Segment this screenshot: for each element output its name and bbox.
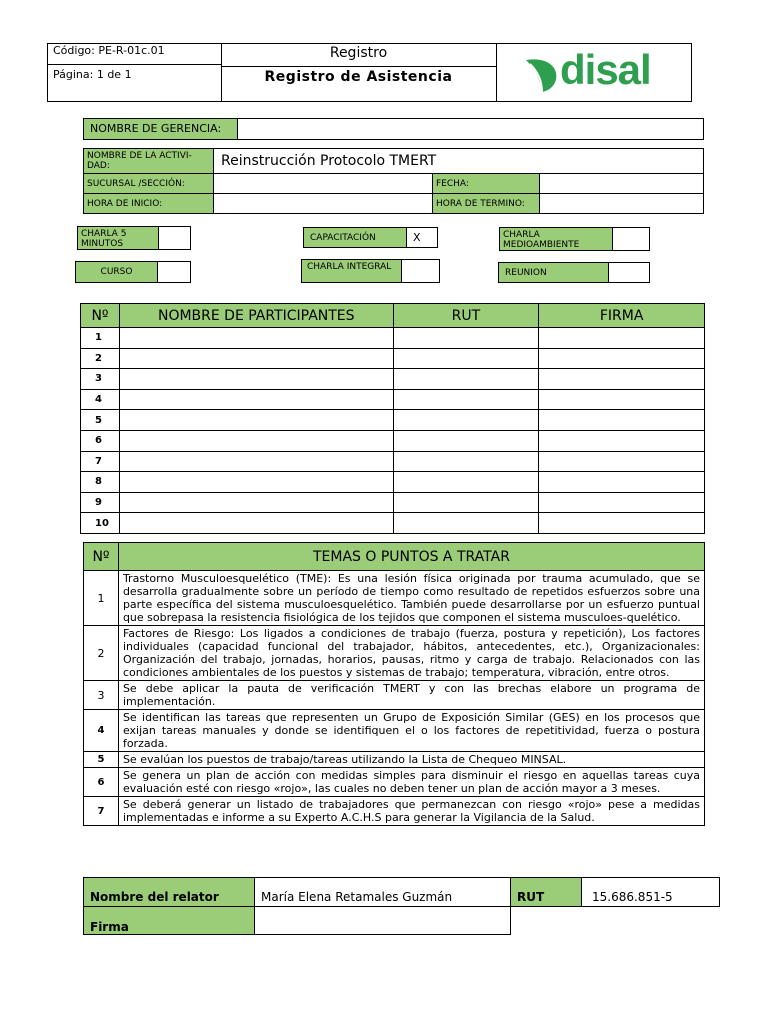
col-firma-header: FIRMA <box>539 304 705 328</box>
topic-text: Se deberá generar un listado de trabajadores que permanezcan con riesgo «rojo» pese a medidas implementadas e informe a su Experto A.C.H.S para generar la Vigilancia de la Salud. <box>118 797 704 826</box>
hora-inicio-label: HORA DE INICIO: <box>83 193 214 214</box>
participant-row <box>81 328 705 349</box>
leaf-icon <box>520 52 564 96</box>
participant-name-cell[interactable] <box>119 472 393 493</box>
charla5-label: CHARLA 5 MINUTOS <box>77 226 159 250</box>
gerencia-label: NOMBRE DE GERENCIA: <box>83 118 238 140</box>
participant-firma-cell[interactable] <box>539 389 705 410</box>
integral-checkbox[interactable] <box>401 259 440 283</box>
topic-text: Se debe aplicar la pauta de verificación TMERT y con las brechas elabore un programa de implementación. <box>118 681 704 710</box>
topic-num: 5 <box>84 752 119 768</box>
relator-name-field[interactable]: María Elena Retamales Guzmán <box>254 877 511 907</box>
participants-table <box>80 303 705 534</box>
participant-row <box>81 513 705 534</box>
header-subtitle: Registro de Asistencia <box>264 69 453 85</box>
topic-num: 6 <box>84 768 119 797</box>
participant-row <box>81 410 705 431</box>
col-name-header: NOMBRE DE PARTICIPANTES <box>119 304 393 328</box>
participant-row <box>81 492 705 513</box>
participant-num: 9 <box>81 492 120 513</box>
reunion-label: REUNION <box>498 262 609 283</box>
relator-firma-field[interactable] <box>254 906 511 935</box>
integral-label: CHARLA INTEGRAL <box>301 259 402 283</box>
participant-name-cell[interactable] <box>119 389 393 410</box>
relator-rut-label: RUT <box>510 877 582 907</box>
topic-row <box>84 710 705 752</box>
sucursal-label: SUCURSAL /SECCIÓN: <box>83 173 214 194</box>
participant-name-cell[interactable] <box>119 369 393 390</box>
participant-firma-cell[interactable] <box>539 348 705 369</box>
fecha-field[interactable] <box>539 173 704 194</box>
gerencia-field[interactable] <box>237 118 704 140</box>
participant-name-cell[interactable] <box>119 328 393 349</box>
participant-rut-cell[interactable] <box>393 472 539 493</box>
relator-firma-label: Firma <box>83 906 255 935</box>
actividad-field[interactable]: Reinstrucción Protocolo TMERT <box>213 148 704 174</box>
topic-row <box>84 752 705 768</box>
participant-rut-cell[interactable] <box>393 513 539 534</box>
hora-termino-field[interactable] <box>539 193 704 214</box>
topics-table <box>83 542 705 826</box>
topic-row <box>84 797 705 826</box>
medioambiente-checkbox[interactable] <box>612 227 650 251</box>
actividad-label: NOMBRE DE LA ACTIVI-DAD: <box>83 148 214 174</box>
participant-row <box>81 472 705 493</box>
topic-text: Factores de Riesgo: Los ligados a condiciones de trabajo (fuerza, postura y repetición), Los factores individuales (capacidad funcional del trabajador, hábitos, antecedentes, etc.), Organizacionales: Organización del trabajo, jornadas, horarios, pausas, ritmo y carga de trabajo. Relacionados con las condiciones ambientales de los puestos y sistemas de trabajo; temperatura, vibración, entre otros. <box>118 626 704 681</box>
topic-num-header: Nº <box>84 543 119 571</box>
header-divider <box>47 64 221 65</box>
participants-header-row <box>81 304 705 328</box>
header-code: Código: PE-R-01c.01 <box>53 44 165 57</box>
participant-name-cell[interactable] <box>119 513 393 534</box>
participant-name-cell[interactable] <box>119 430 393 451</box>
topic-num: 2 <box>84 626 119 681</box>
header-vline-2 <box>496 43 497 102</box>
participant-rut-cell[interactable] <box>393 430 539 451</box>
topic-text: Se genera un plan de acción con medidas simples para disminuir el riesgo en aquellas tareas cuya evaluación esté con riesgo «rojo», las cuales no deben tener un plan de acción mayor a 3 meses. <box>118 768 704 797</box>
topic-num: 4 <box>84 710 119 752</box>
participant-num: 1 <box>81 328 120 349</box>
participant-row <box>81 348 705 369</box>
participant-num: 6 <box>81 430 120 451</box>
participant-name-cell[interactable] <box>119 492 393 513</box>
fecha-label: FECHA: <box>432 173 540 194</box>
capacitacion-checkbox[interactable]: X <box>406 227 438 248</box>
participant-firma-cell[interactable] <box>539 513 705 534</box>
participant-row <box>81 389 705 410</box>
participant-rut-cell[interactable] <box>393 348 539 369</box>
participant-rut-cell[interactable] <box>393 451 539 472</box>
participant-name-cell[interactable] <box>119 451 393 472</box>
col-num-header: Nº <box>81 304 120 328</box>
topic-text-header: TEMAS O PUNTOS A TRATAR <box>118 543 704 571</box>
participant-firma-cell[interactable] <box>539 410 705 431</box>
topic-row <box>84 768 705 797</box>
header-divider-2 <box>221 66 496 67</box>
participant-row <box>81 369 705 390</box>
participant-num: 2 <box>81 348 120 369</box>
topic-row <box>84 626 705 681</box>
charla5-checkbox[interactable] <box>158 226 191 250</box>
topic-row <box>84 681 705 710</box>
relator-name-label: Nombre del relator <box>83 877 255 907</box>
participant-num: 10 <box>81 513 120 534</box>
participant-firma-cell[interactable] <box>539 328 705 349</box>
relator-rut-field[interactable]: 15.686.851-5 <box>581 877 720 907</box>
participant-rut-cell[interactable] <box>393 492 539 513</box>
participant-rut-cell[interactable] <box>393 328 539 349</box>
participant-firma-cell[interactable] <box>539 492 705 513</box>
participant-row <box>81 430 705 451</box>
participant-num: 4 <box>81 389 120 410</box>
hora-termino-label: HORA DE TERMINO: <box>432 193 540 214</box>
sucursal-field[interactable] <box>213 173 433 194</box>
participant-row <box>81 451 705 472</box>
participant-num: 3 <box>81 369 120 390</box>
participant-firma-cell[interactable] <box>539 472 705 493</box>
capacitacion-label: CAPACITACIÓN <box>303 227 407 248</box>
topic-num: 3 <box>84 681 119 710</box>
topic-row <box>84 571 705 626</box>
participant-num: 7 <box>81 451 120 472</box>
header-page: Página: 1 de 1 <box>53 68 132 81</box>
medioambiente-label: CHARLA MEDIOAMBIENTE <box>499 227 613 251</box>
participant-num: 5 <box>81 410 120 431</box>
participant-rut-cell[interactable] <box>393 410 539 431</box>
hora-inicio-field[interactable] <box>213 193 433 214</box>
topic-text: Trastorno Musculoesquelético (TME): Es una lesión física originada por trauma acumulado, que se desarrolla gradualmente sobre un período de tiempo como resultado de repetidos esfuerzos sobre una parte específica del sistema musculoesquelético. También puede desarrollarse por un esfuerzo puntual que sobrepasa la resistencia fisiológica de los tejidos que componen el sistema musculoes-quelético. <box>118 571 704 626</box>
logo-text: disal <box>560 46 651 93</box>
disal-logo <box>516 46 676 96</box>
topics-header-row <box>84 543 705 571</box>
topic-num: 7 <box>84 797 119 826</box>
col-rut-header: RUT <box>393 304 539 328</box>
topic-num: 1 <box>84 571 119 626</box>
curso-label: CURSO <box>75 261 158 283</box>
participant-num: 8 <box>81 472 120 493</box>
curso-checkbox[interactable] <box>157 261 191 283</box>
participant-firma-cell[interactable] <box>539 369 705 390</box>
reunion-checkbox[interactable] <box>608 262 650 283</box>
participant-rut-cell[interactable] <box>393 389 539 410</box>
topic-text: Se evalúan los puestos de trabajo/tareas utilizando la Lista de Chequeo MINSAL. <box>118 752 704 768</box>
topic-text: Se identifican las tareas que representen un Grupo de Exposición Similar (GES) en los procesos que exijan tareas manuales y donde se identifiquen el o los factores de repetitividad, fuerza o postura forzada. <box>118 710 704 752</box>
participant-rut-cell[interactable] <box>393 369 539 390</box>
participant-name-cell[interactable] <box>119 410 393 431</box>
participant-name-cell[interactable] <box>119 348 393 369</box>
participant-firma-cell[interactable] <box>539 451 705 472</box>
header-title: Registro <box>329 45 388 61</box>
participant-firma-cell[interactable] <box>539 430 705 451</box>
